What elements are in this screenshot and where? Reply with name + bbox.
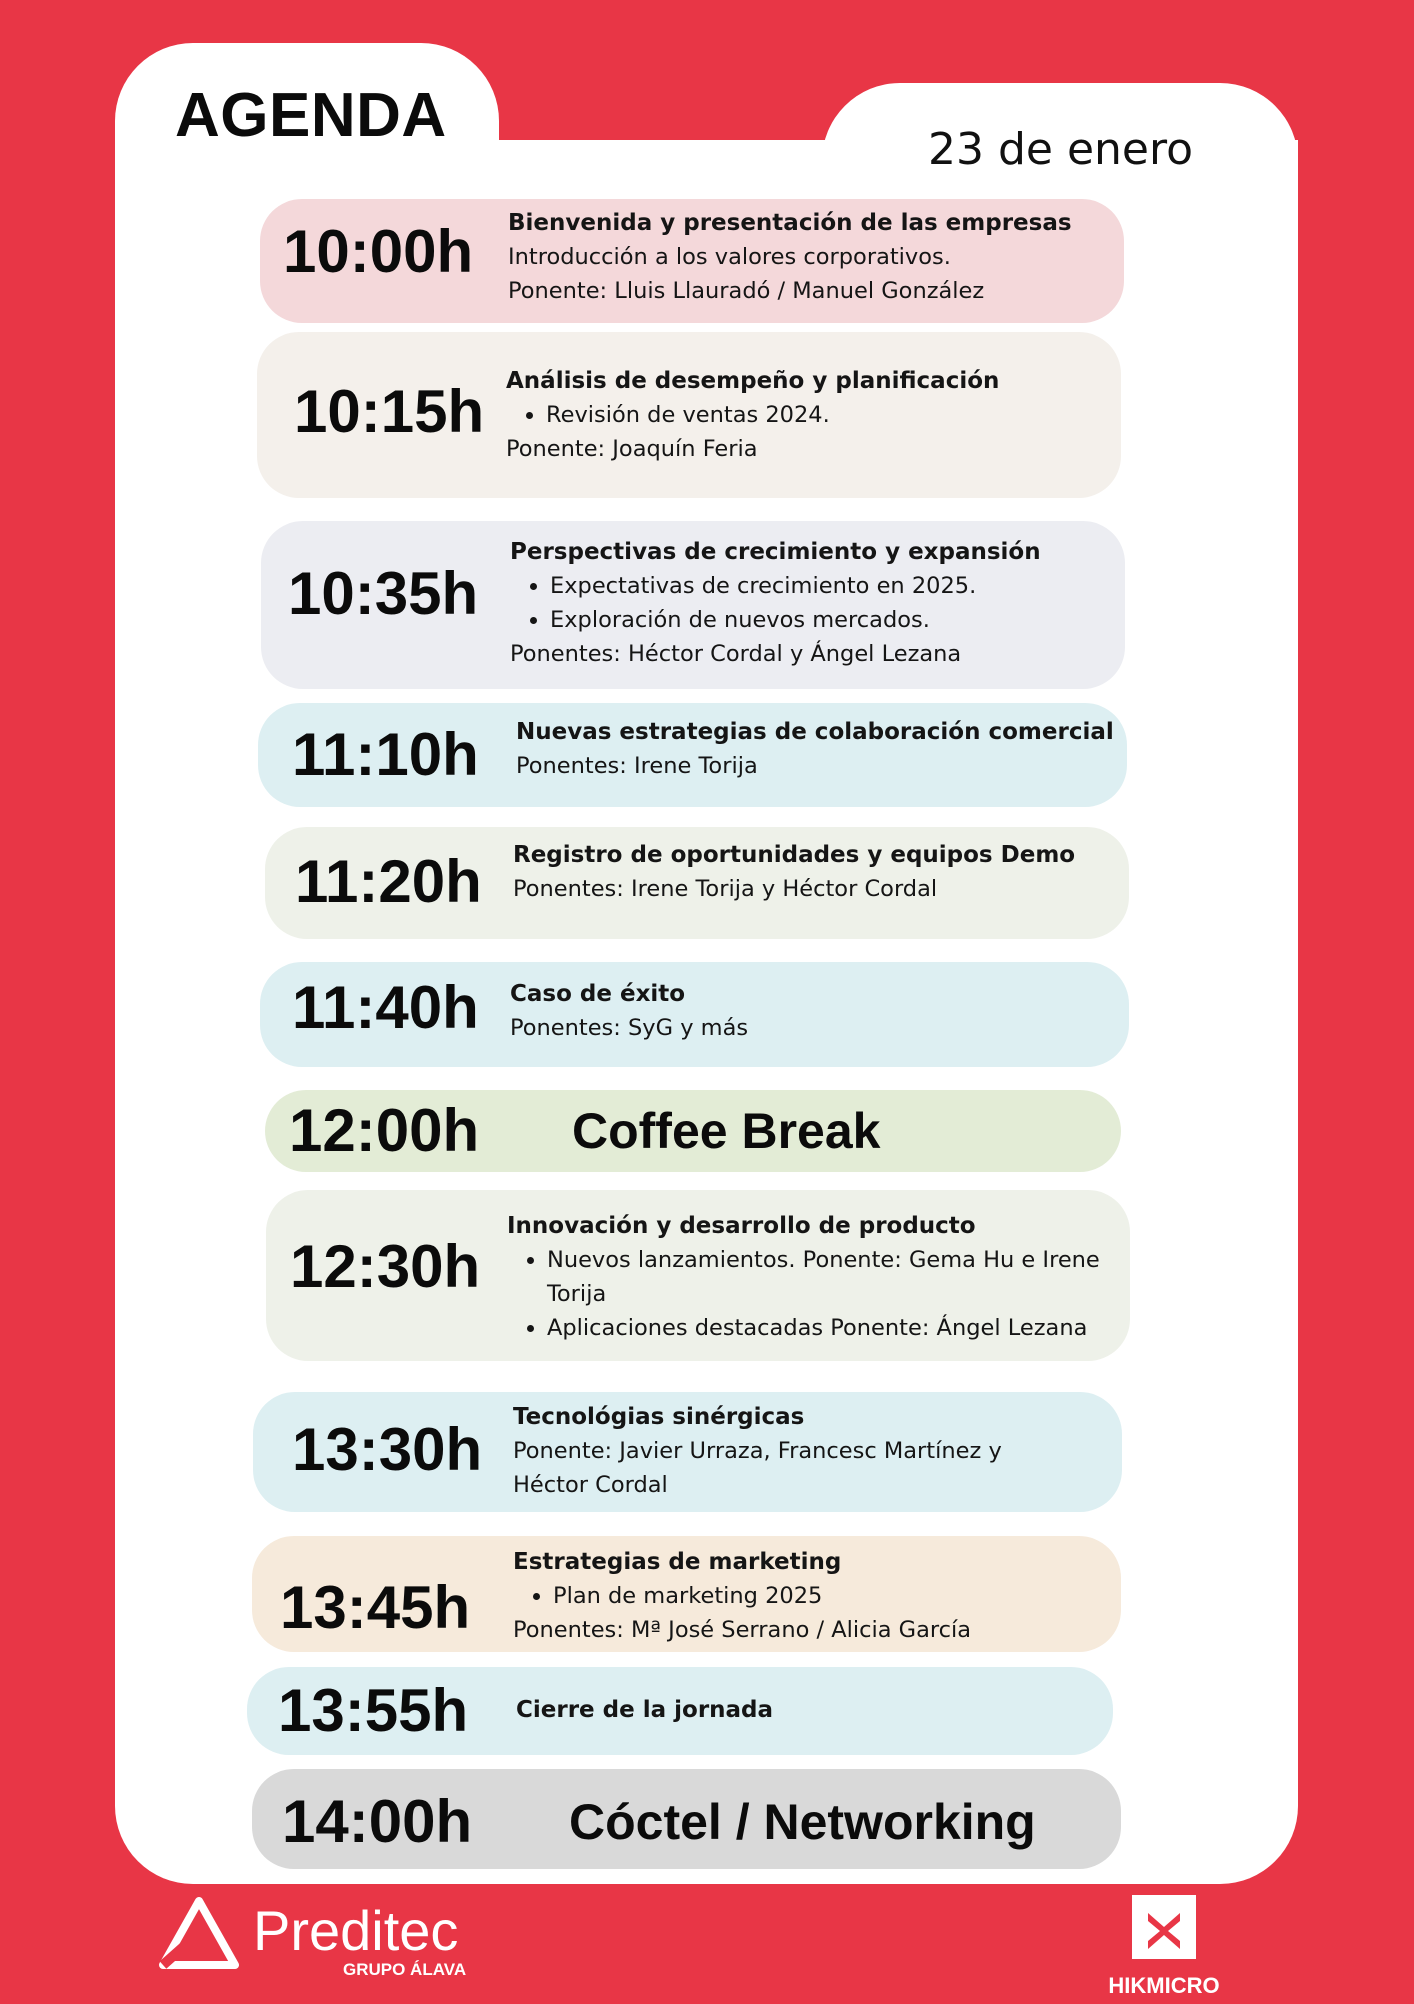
- session-line: Introducción a los valores corporativos.: [508, 244, 951, 270]
- event-date: 23 de enero: [928, 124, 1194, 175]
- session-time: 10:35h: [288, 560, 479, 627]
- session-title: Estrategias de marketing: [513, 1549, 842, 1575]
- session-speaker: Ponentes: Irene Torija: [516, 753, 758, 779]
- networking-label: Cóctel / Networking: [569, 1794, 1036, 1850]
- session-title: Análisis de desempeño y planificación: [506, 368, 1000, 394]
- session-bullet: • Nuevos lanzamientos. Ponente: Gema Hu e Irene Torija: [547, 1243, 1127, 1311]
- preditec-subtitle: GRUPO ÁLAVA: [343, 1960, 467, 1979]
- session-time: 12:00h: [289, 1097, 480, 1164]
- session-time: 13:30h: [292, 1416, 483, 1483]
- session-content: [513, 1400, 1073, 1502]
- preditec-triangle-icon: [155, 1893, 485, 1983]
- page-title: AGENDA: [175, 81, 447, 150]
- session-content: [510, 535, 1041, 671]
- session-time: 10:15h: [294, 378, 485, 445]
- preditec-logo: [155, 1893, 485, 1987]
- session-speaker: Ponente: Javier Urraza, Francesc Martínez y Héctor Cordal: [513, 1438, 1002, 1498]
- session-title: Registro de oportunidades y equipos Demo: [513, 842, 1076, 868]
- hikmicro-wordmark: HIKMICRO: [1108, 1973, 1220, 1998]
- session-bullet: • Revisión de ventas 2024.: [546, 398, 999, 432]
- session-content: [508, 206, 1072, 308]
- session-speaker: Ponente: Joaquín Feria: [506, 436, 758, 462]
- session-time: 13:45h: [280, 1574, 471, 1641]
- session-time: 10:00h: [283, 218, 474, 285]
- session-content: [516, 715, 1114, 783]
- session-title: Nuevas estrategias de colaboración comercial: [516, 719, 1114, 745]
- session-bullet: • Expectativas de crecimiento en 2025.: [550, 569, 1041, 603]
- session-title: Innovación y desarrollo de producto: [507, 1213, 976, 1239]
- session-title: Tecnológias sinérgicas: [513, 1404, 805, 1430]
- session-time: 11:40h: [292, 974, 479, 1041]
- session-speaker: Ponentes: Mª José Serrano / Alicia García: [513, 1617, 972, 1643]
- hikmicro-logo: [1098, 1893, 1228, 2004]
- session-time: 12:30h: [290, 1233, 481, 1300]
- session-content: [506, 364, 999, 466]
- session-content: [510, 977, 748, 1045]
- session-content: [513, 1545, 971, 1647]
- session-content: [516, 1693, 773, 1727]
- session-bullet: • Plan de marketing 2025: [553, 1579, 971, 1613]
- preditec-wordmark: Preditec: [253, 1899, 459, 1962]
- session-time: 11:20h: [295, 848, 482, 915]
- session-content: [513, 838, 1075, 906]
- session-speaker: Ponentes: SyG y más: [510, 1015, 749, 1041]
- session-speaker: Ponentes: Irene Torija y Héctor Cordal: [513, 876, 938, 902]
- session-title: Bienvenida y presentación de las empresas: [508, 210, 1072, 236]
- session-time: 13:55h: [278, 1677, 469, 1744]
- session-speaker: Ponente: Lluis Llauradó / Manuel González: [508, 278, 985, 304]
- session-bullet: • Aplicaciones destacadas Ponente: Ángel Lezana: [547, 1311, 1127, 1345]
- session-time: 14:00h: [282, 1788, 473, 1855]
- session-speaker: Ponentes: Héctor Cordal y Ángel Lezana: [510, 641, 962, 667]
- session-bullet: • Exploración de nuevos mercados.: [550, 603, 1041, 637]
- session-time: 11:10h: [292, 721, 479, 788]
- coffee-break-label: Coffee Break: [572, 1103, 881, 1159]
- session-content: [507, 1209, 1127, 1345]
- hikmicro-emblem-icon: [1098, 1893, 1228, 2000]
- session-title: Cierre de la jornada: [516, 1697, 774, 1723]
- session-title: Caso de éxito: [510, 981, 686, 1007]
- session-title: Perspectivas de crecimiento y expansión: [510, 539, 1041, 565]
